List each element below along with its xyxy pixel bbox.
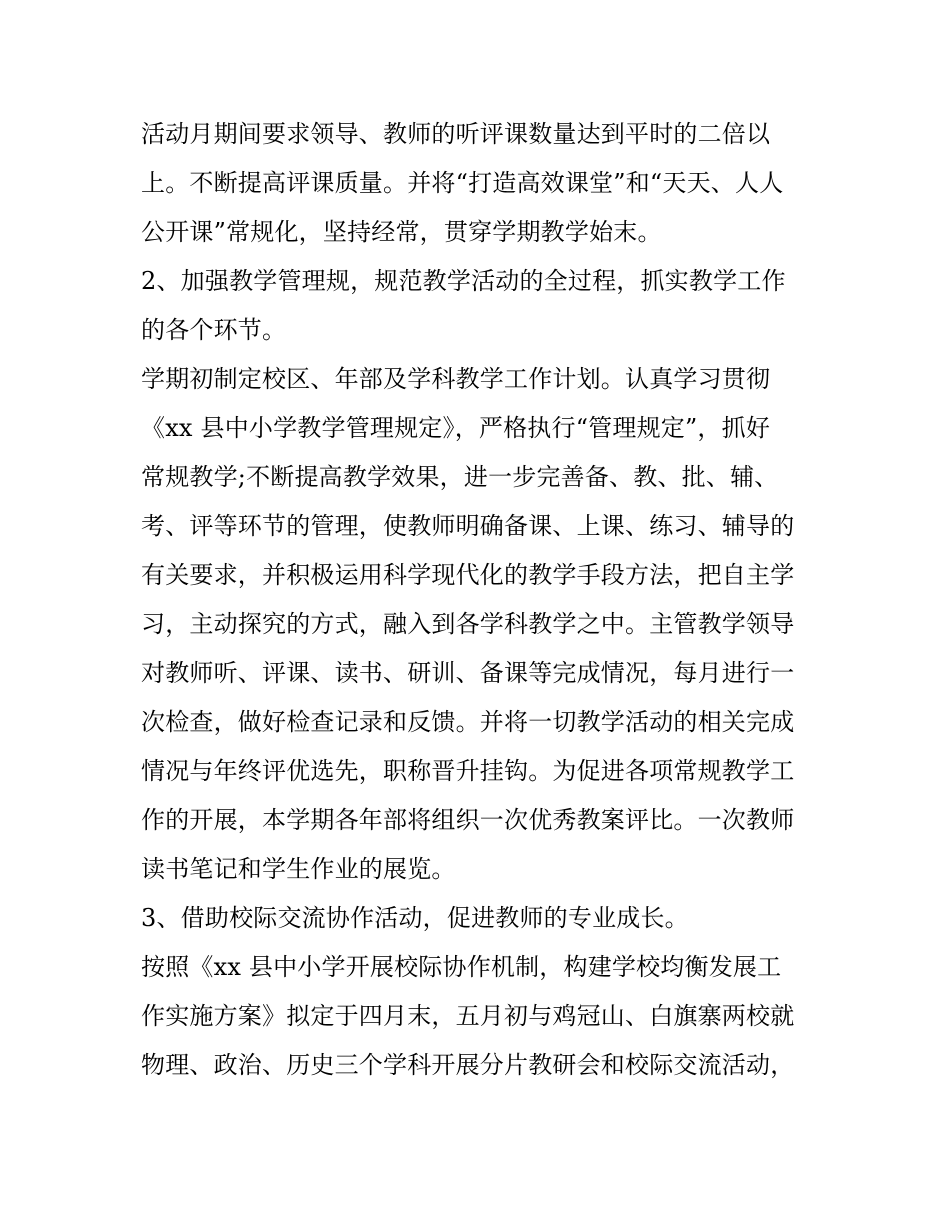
text-line: 活动月期间要求领导、教师的听评课数量达到平时的二倍以 <box>141 120 771 148</box>
text-line: 情况与年终评优选先，职称晋升挂钩。为促进各项常规教学工 <box>141 757 795 785</box>
text-line: 物理、政治、历史三个学科开展分片教研会和校际交流活动， <box>141 1051 795 1079</box>
text-line: 考、评等环节的管理，使教师明确备课、上课、练习、辅导的 <box>141 512 795 540</box>
text-line: 上。不断提高评课质量。并将“打造高效课堂”和“天天、人人 <box>141 169 784 197</box>
text-line: 有关要求，并积极运用科学现代化的教学手段方法，把自主学 <box>141 561 795 589</box>
text-line: 次检查，做好检查记录和反馈。并将一切教学活动的相关完成 <box>141 708 795 736</box>
text-line: 习，主动探究的方式，融入到各学科教学之中。主管教学领导 <box>141 610 795 638</box>
text-line: 公开课”常规化，坚持经常，贯穿学期教学始末。 <box>141 218 662 246</box>
document-body <box>141 110 841 1090</box>
text-line: 作实施方案》拟定于四月末，五月初与鸡冠山、白旗寨两校就 <box>141 1002 795 1030</box>
text-line: 常规教学;不断提高教学效果，进一步完善备、教、批、辅、 <box>141 463 779 491</box>
text-line: 的各个环节。 <box>141 316 287 344</box>
section-heading-2: 2、加强教学管理规，规范教学活动的全过程，抓实教学工作 <box>141 267 786 295</box>
section-heading-3: 3、借助校际交流协作活动，促进教师的专业成长。 <box>141 904 689 932</box>
text-line: 《xx 县中小学教学管理规定》，严格执行“管理规定”，抓好 <box>141 414 771 442</box>
text-line: 读书笔记和学生作业的展览。 <box>141 855 456 883</box>
text-line: 作的开展，本学期各年部将组织一次优秀教案评比。一次教师 <box>141 806 795 834</box>
text-line: 对教师听、评课、读书、研训、备课等完成情况，每月进行一 <box>141 659 795 687</box>
text-line: 按照《xx 县中小学开展校际协作机制，构建学校均衡发展工 <box>141 953 782 981</box>
text-line: 学期初制定校区、年部及学科教学工作计划。认真学习贯彻 <box>141 365 771 393</box>
